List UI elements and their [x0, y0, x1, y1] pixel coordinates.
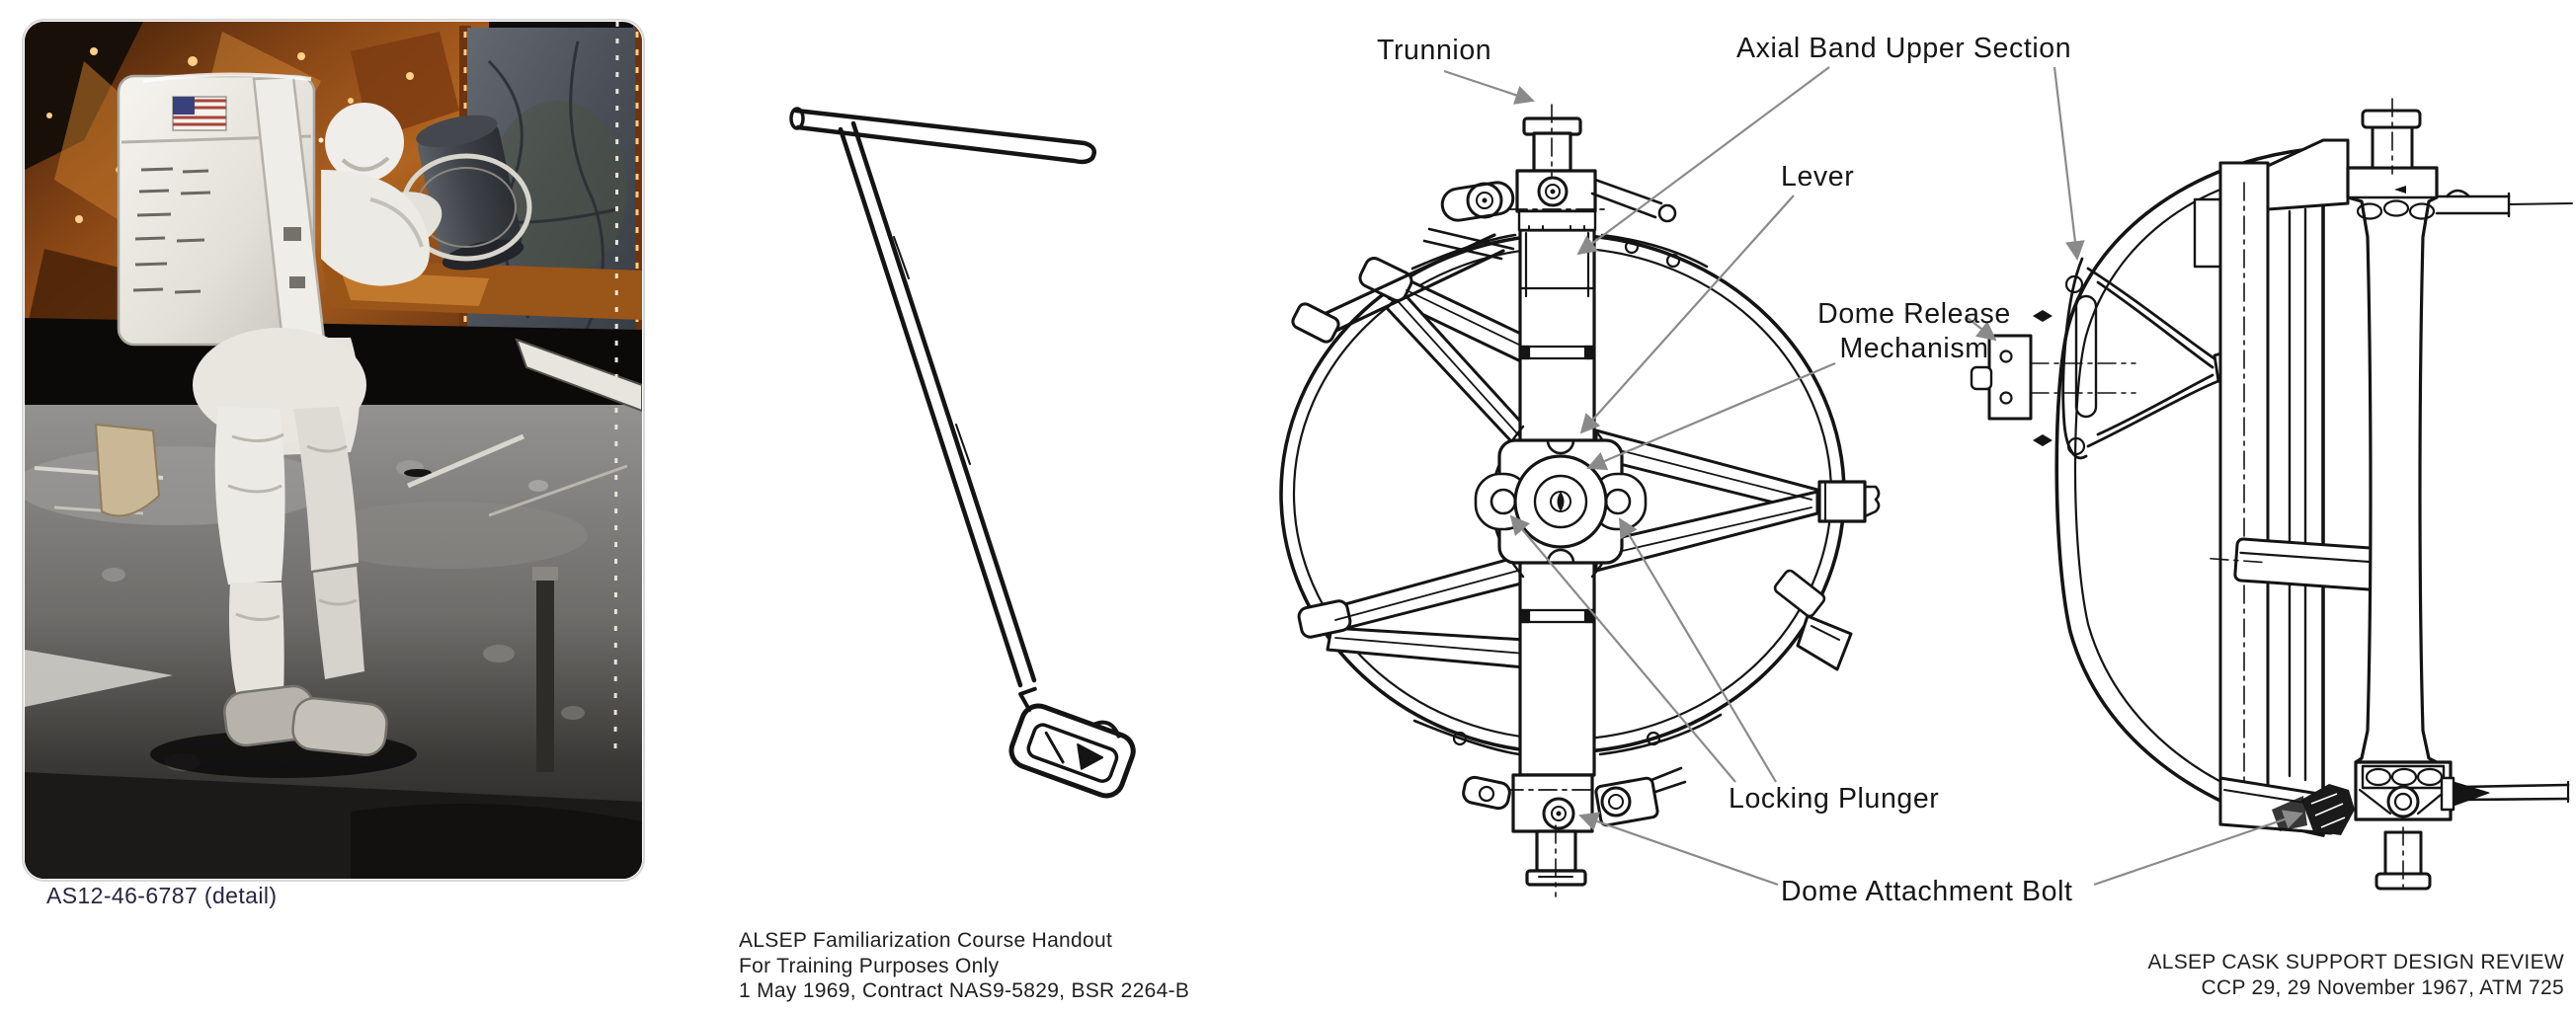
band-clamp-bottom — [1513, 775, 1592, 831]
right-boot — [291, 696, 389, 757]
leader-dome-attachment-side — [2094, 814, 2301, 885]
left-leg — [215, 407, 285, 584]
side-support-rods — [2437, 191, 2572, 810]
sample-bag — [96, 425, 159, 515]
label-dome-release-line2: Mechanism — [1839, 333, 1989, 364]
band-latch-top-right — [1592, 180, 1675, 221]
flag-patch — [173, 97, 226, 130]
dark-post — [536, 575, 554, 772]
label-dome-attachment-bolt: Dome Attachment Bolt — [1781, 876, 2073, 907]
tool-socket-head — [998, 685, 1143, 801]
side-cask-column — [2348, 99, 2437, 762]
footer-left-line2: For Training Purposes Only — [739, 955, 1000, 977]
strut-foot-pad — [1290, 301, 1340, 344]
leader-axial-band-side — [2054, 67, 2077, 259]
footer-right-line1: ALSEP CASK SUPPORT DESIGN REVIEW — [2147, 951, 2564, 973]
footer-left-line1: ALSEP Familiarization Course Handout — [739, 929, 1113, 952]
cask-dome-front-view — [1281, 105, 1879, 896]
locking-plunger-left — [1491, 490, 1515, 513]
side-trunnion-cap-top — [2363, 111, 2420, 127]
photo-content — [15, 22, 642, 879]
photo-caption: AS12-46-6787 (detail) — [46, 883, 278, 908]
footer-left-block — [739, 929, 1189, 1002]
dome-removal-tool-drawing — [791, 109, 1143, 801]
leader-dome-release-front — [1588, 363, 1835, 468]
front-right-trunnion-stub — [1819, 482, 1879, 521]
label-axial-band-upper-section: Axial Band Upper Section — [1736, 33, 2072, 64]
tool-shaft — [853, 123, 1034, 680]
locking-plunger-right — [1606, 490, 1630, 513]
front-bottom-trunnion — [1462, 768, 1685, 896]
band-latch-bottom-right — [1595, 777, 1658, 825]
label-locking-plunger: Locking Plunger — [1729, 783, 1940, 815]
footer-left-line3: 1 May 1969, Contract NAS9-5829, BSR 2264-B — [739, 979, 1190, 1002]
cask-side-view — [1972, 99, 2572, 895]
dome-profile — [2056, 148, 2323, 835]
band-latch-bottom-left — [1462, 776, 1511, 811]
dome-release-mechanism-hub — [1476, 440, 1646, 563]
leader-trunnion — [1444, 71, 1533, 101]
label-lever: Lever — [1781, 161, 1855, 193]
leader-dome-attachment-front — [1580, 816, 1778, 885]
lunar-surface-photo — [15, 20, 644, 908]
leader-lever — [1581, 195, 1794, 432]
label-dome-release-line1: Dome Release — [1817, 298, 2011, 330]
footer-right-line2: CCP 29, 29 November 1967, ATM 725 — [2201, 976, 2564, 999]
label-trunnion: Trunnion — [1377, 35, 1492, 66]
footer-right-block — [2147, 951, 2564, 999]
